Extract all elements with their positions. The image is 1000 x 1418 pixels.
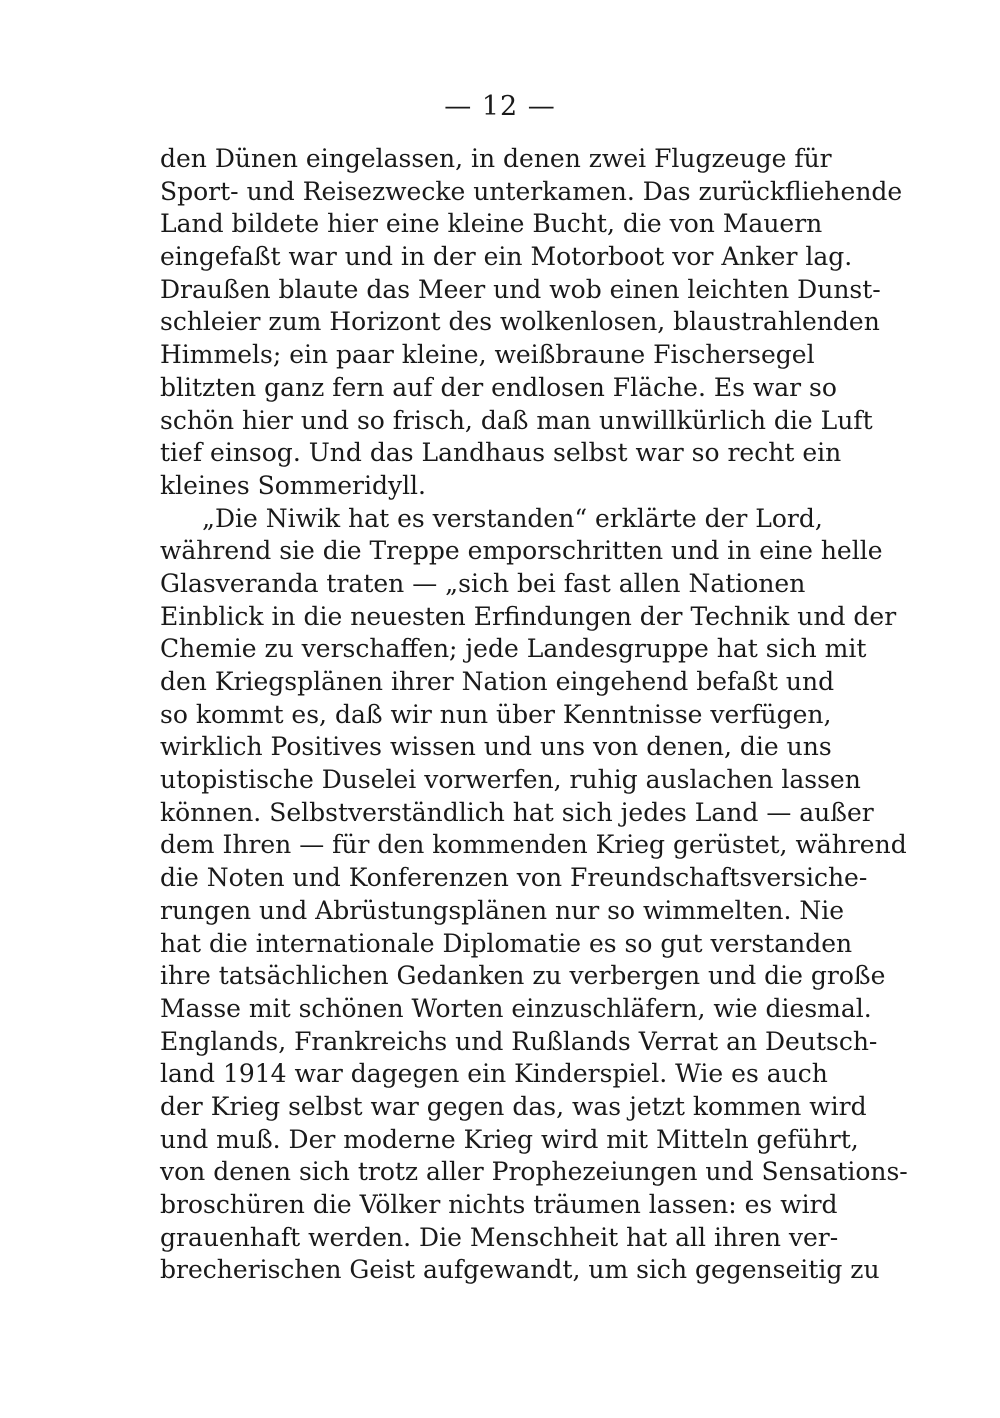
text-line: die Noten und Konferenzen von Freundschaftsversiche-: [160, 863, 868, 893]
text-line: Chemie zu verschaffen; jede Landesgruppe hat sich mit: [160, 634, 867, 664]
text-line: während sie die Treppe emporschritten und in eine helle: [160, 536, 883, 566]
body-text: [160, 143, 908, 1287]
text-line: den Dünen eingelassen, in denen zwei Flugzeuge für: [160, 144, 832, 173]
text-line: der Krieg selbst war gegen das, was jetzt kommen wird: [160, 1091, 867, 1121]
text-line: können. Selbstverständlich hat sich jedes Land — außer: [160, 797, 874, 827]
text-line-paragraph-end: kleines Sommeridyll.: [160, 470, 427, 500]
text-line: so kommt es, daß wir nun über Kenntnisse verfügen,: [160, 699, 832, 729]
text-line: eingefaßt war und in der ein Motorboot vor Anker lag.: [160, 242, 853, 272]
text-line: rungen und Abrüstungsplänen nur so wimmelten. Nie: [160, 895, 845, 925]
text-line: Glasveranda traten — „sich bei fast allen Nationen: [160, 568, 806, 598]
text-line: utopistische Duselei vorwerfen, ruhig auslachen lassen: [160, 765, 861, 795]
text-line: schön hier und so frisch, daß man unwillkürlich die Luft: [160, 405, 873, 435]
text-line: Einblick in die neuesten Erfindungen der Technik und der: [160, 601, 897, 631]
text-line: von denen sich trotz aller Prophezeiungen und Sensations-: [160, 1157, 908, 1187]
text-line: den Kriegsplänen ihrer Nation eingehend befaßt und: [160, 667, 835, 696]
text-line: Draußen blaute das Meer und wob einen leichten Dunst-: [160, 274, 881, 304]
text-line: Englands, Frankreichs und Rußlands Verrat an Deutsch-: [160, 1026, 878, 1056]
text-line: grauenhaft werden. Die Menschheit hat all ihren ver-: [160, 1222, 839, 1252]
text-line: blitzten ganz fern auf der endlosen Fläche. Es war so: [160, 372, 837, 402]
text-line: Sport- und Reisezwecke unterkamen. Das zurückfliehende: [160, 176, 903, 206]
text-line-paragraph-start: „Die Niwik hat es verstanden“ erklärte der Lord,: [202, 503, 823, 533]
text-line: Himmels; ein paar kleine, weißbraune Fischersegel: [160, 340, 815, 370]
text-line: broschüren die Völker nichts träumen lassen: es wird: [160, 1190, 838, 1219]
text-line: land 1914 war dagegen ein Kinderspiel. Wie es auch: [160, 1059, 828, 1089]
text-line: ihre tatsächlichen Gedanken zu verbergen und die große: [160, 961, 886, 991]
text-line: und muß. Der moderne Krieg wird mit Mitteln geführt,: [160, 1124, 859, 1154]
text-line: Land bildete hier eine kleine Bucht, die von Mauern: [160, 209, 823, 239]
text-line: Masse mit schönen Worten einzuschläfern, wie diesmal.: [160, 993, 872, 1023]
page-number: — 12 —: [444, 91, 556, 122]
text-line: dem Ihren — für den kommenden Krieg gerüstet, während: [160, 830, 907, 860]
text-line: schleier zum Horizont des wolkenlosen, blaustrahlenden: [160, 307, 880, 337]
text-line: tief einsog. Und das Landhaus selbst war so recht ein: [160, 438, 842, 468]
text-line: wirklich Positives wissen und uns von denen, die uns: [160, 732, 832, 762]
text-line: brecherischen Geist aufgewandt, um sich gegenseitig zu: [160, 1255, 880, 1285]
text-line: hat die internationale Diplomatie es so gut verstanden: [160, 928, 853, 958]
